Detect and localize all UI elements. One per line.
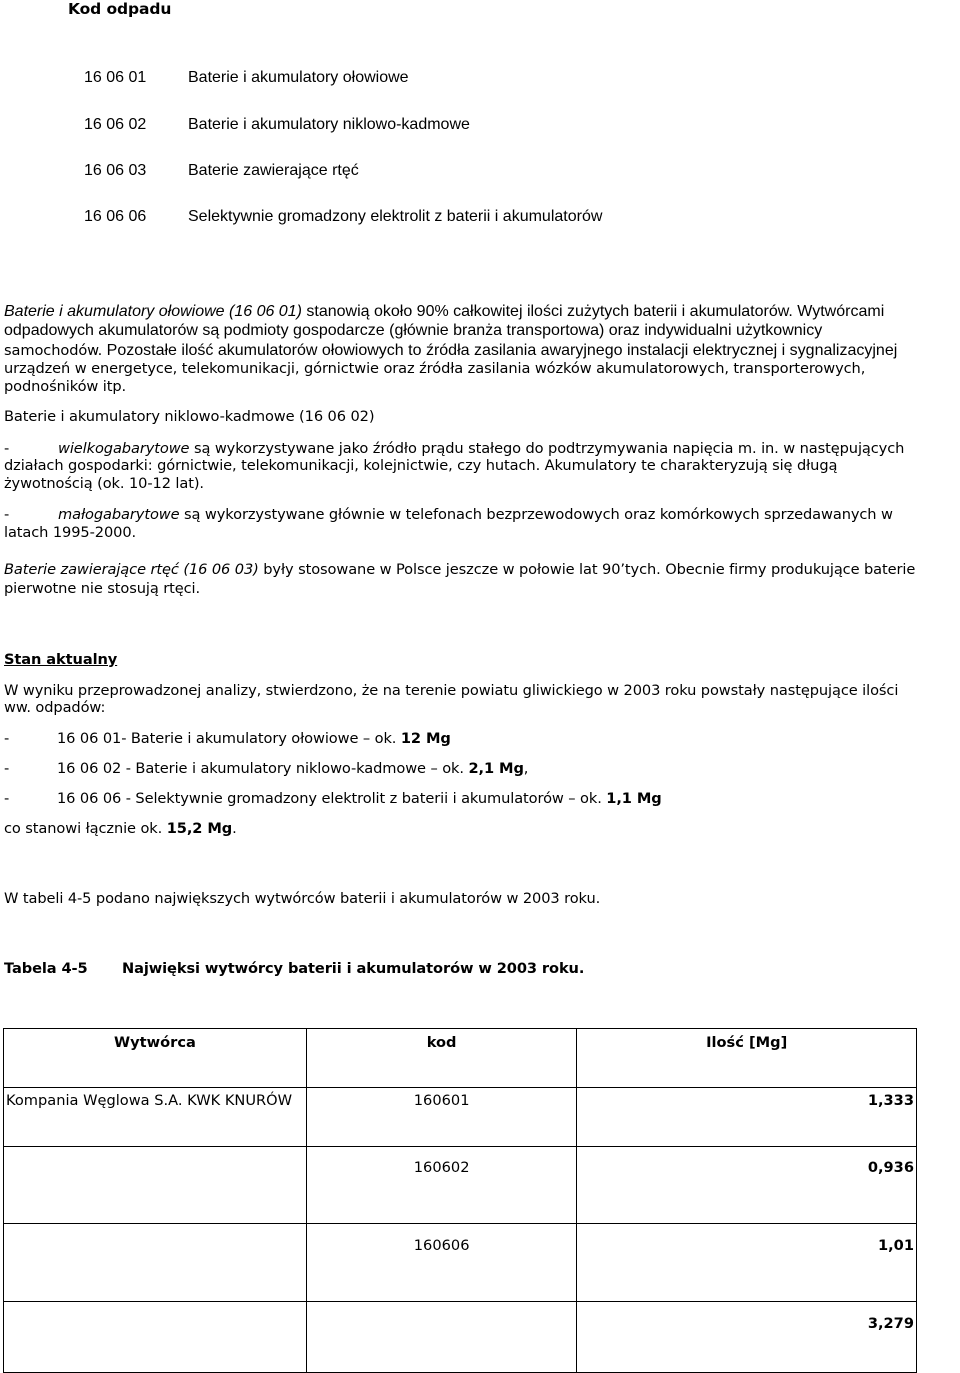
table-row xyxy=(4,1224,917,1302)
list-item-dash: - xyxy=(4,790,10,807)
table-caption-title: Najwięksi wytwórcy baterii i akumulatorów w 2003 roku. xyxy=(122,960,585,977)
paragraph-lead-acid-line1 xyxy=(4,303,884,321)
code-item-code: 16 06 03 xyxy=(84,162,147,179)
table-row xyxy=(4,1088,917,1147)
amount: 1,1 Mg xyxy=(606,790,662,807)
producers-table xyxy=(3,1028,917,1373)
paragraph-nicd-heading: Baterie i akumulatory niklowo-kadmowe (16 06 02) xyxy=(4,408,375,425)
paragraph-small-dash: - xyxy=(4,506,10,523)
section-heading-waste-code: Kod odpadu xyxy=(68,0,172,18)
table-cell-code xyxy=(306,1302,577,1373)
paragraph-analysis-line2: ww. odpadów: xyxy=(4,699,106,716)
list-item xyxy=(57,730,451,747)
code-item-name: Selektywnie gromadzony elektrolit z baterii i akumulatorów xyxy=(188,208,603,225)
paragraph-lead-acid-line5: podnośników itp. xyxy=(4,378,127,395)
list-item xyxy=(57,760,528,777)
table-cell-amount: 0,936 xyxy=(577,1147,917,1224)
paragraph-lead-acid-line3 xyxy=(4,341,897,360)
text-span: co stanowi łącznie ok. xyxy=(4,820,167,837)
paragraph-analysis-line1: W wyniku przeprowadzonej analizy, stwierdzono, że na terenie powiatu gliwickiego w 2003 roku powstały następujące ilości xyxy=(4,682,899,699)
code-item-name: Baterie i akumulatory niklowo-kadmowe xyxy=(188,116,470,133)
table-cell-code: 160602 xyxy=(306,1147,577,1224)
table-caption-label: Tabela 4-5 xyxy=(4,960,88,977)
amount: 15,2 Mg xyxy=(166,820,233,837)
table-cell-total-amount: 3,279 xyxy=(577,1302,917,1373)
paragraph-large-line2: działach gospodarki: górnictwie, telekomunikacji, kolejnictwie, czy hutach. Akumulatory te charakteryzują się długą xyxy=(4,457,838,474)
table-row-total xyxy=(4,1302,917,1373)
section-title-current-state: Stan aktualny xyxy=(4,651,118,668)
text-span: były stosowane w Polsce jeszcze w połowie lat 90’tych. Obecnie firmy produkujące baterie xyxy=(258,561,916,578)
table-header-row xyxy=(4,1029,917,1088)
text-span: 16 06 06 - Selektywnie gromadzony elektrolit z baterii i akumulatorów – ok. xyxy=(57,790,607,807)
table-cell-amount: 1,333 xyxy=(577,1088,917,1147)
paragraph-large-line1 xyxy=(58,440,904,457)
table-header-cell: Ilość [Mg] xyxy=(577,1029,917,1088)
paragraph-lead-acid-line2: odpadowych akumulatorów są podmioty gospodarcze (głównie branża transportowa) oraz indywidualni użytkownicy xyxy=(4,322,823,339)
text-span: samochodów. xyxy=(4,342,103,359)
table-cell-producer xyxy=(4,1302,307,1373)
amount: 2,1 Mg xyxy=(468,760,524,777)
table-cell-producer xyxy=(4,1147,307,1224)
table-cell-code: 160601 xyxy=(306,1088,577,1147)
list-item-dash: - xyxy=(4,760,10,777)
italic-term: wielkogabarytowe xyxy=(58,440,190,457)
code-item-code: 16 06 01 xyxy=(84,69,147,86)
paragraph-mercury-line1 xyxy=(4,561,915,578)
italic-term: małogabarytowe xyxy=(58,506,180,523)
text-span: stanowią około 90% całkowitej ilości zużytych baterii i akumulatorów. Wytwórcami xyxy=(301,303,885,320)
text-span: są wykorzystywane głównie w telefonach bezprzewodowych oraz komórkowych sprzedawanych w xyxy=(179,506,893,523)
table-cell-producer: Kompania Węglowa S.A. KWK KNURÓW xyxy=(4,1088,307,1147)
paragraph-lead-acid-line4: urządzeń w energetyce, telekomunikacji, górnictwie oraz źródła zasilania wózków akumulatorowych, transporterowych, xyxy=(4,360,866,377)
table-cell-code: 160606 xyxy=(306,1224,577,1302)
amount: 12 Mg xyxy=(400,730,451,747)
paragraph-large-line3: żywotnością (ok. 10-12 lat). xyxy=(4,475,204,492)
text-span: 16 06 02 - Baterie i akumulatory niklowo-kadmowe – ok. xyxy=(57,760,469,777)
code-item-name: Baterie i akumulatory ołowiowe xyxy=(188,69,409,86)
table-header-cell: kod xyxy=(306,1029,577,1088)
code-item-code: 16 06 06 xyxy=(84,208,147,225)
paragraph-large-dash: - xyxy=(4,440,10,457)
italic-term: Baterie i akumulatory ołowiowe (16 06 01) xyxy=(4,303,302,320)
text-span: 16 06 01- Baterie i akumulatory ołowiowe – ok. xyxy=(57,730,401,747)
code-item-name: Baterie zawierające rtęć xyxy=(188,162,359,179)
table-cell-amount: 1,01 xyxy=(577,1224,917,1302)
list-item-dash: - xyxy=(4,730,10,747)
text-span: są wykorzystywane jako źródło prądu stałego do podtrzymywania napięcia m. in. w następujących xyxy=(189,440,905,457)
table-header-cell: Wytwórca xyxy=(4,1029,307,1088)
total-line xyxy=(4,820,237,837)
paragraph-table-intro: W tabeli 4-5 podano największych wytwórców baterii i akumulatorów w 2003 roku. xyxy=(4,890,601,907)
paragraph-mercury-line2: pierwotne nie stosują rtęci. xyxy=(4,580,201,597)
text-span: , xyxy=(523,760,529,777)
italic-term: Baterie zawierające rtęć (16 06 03) xyxy=(4,561,259,578)
list-item xyxy=(57,790,662,807)
paragraph-small-line2: latach 1995-2000. xyxy=(4,524,137,541)
code-item-code: 16 06 02 xyxy=(84,116,147,133)
text-span: . xyxy=(232,820,237,837)
paragraph-small-line1 xyxy=(58,506,893,523)
text-span: Pozostałe ilość akumulatorów ołowiowych to źródła zasilania awaryjnego instalacji elektrycznej i sygnalizacyjnej xyxy=(102,342,898,359)
table-cell-producer xyxy=(4,1224,307,1302)
table-row xyxy=(4,1147,917,1224)
